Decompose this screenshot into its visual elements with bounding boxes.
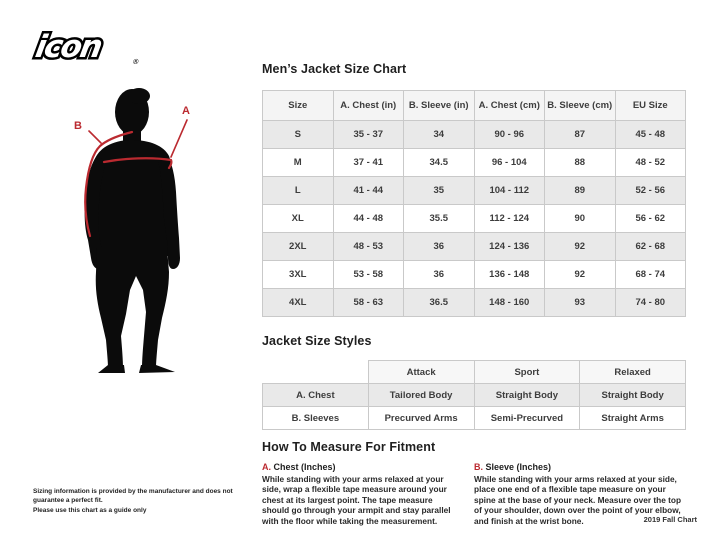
cell: 74 - 80 xyxy=(615,289,686,317)
chest-label: Chest (Inches) xyxy=(271,462,336,472)
size-row-xl xyxy=(263,205,686,233)
registered-mark: ® xyxy=(131,57,141,66)
chest-prefix: A. xyxy=(262,462,271,472)
cell: Straight Body xyxy=(474,384,580,407)
cell: 3XL xyxy=(263,261,334,289)
label-b: B xyxy=(74,120,82,132)
measurement-figure xyxy=(40,78,260,478)
cell: 90 - 96 xyxy=(474,121,545,149)
cell: 92 xyxy=(545,261,616,289)
measure-chest-heading xyxy=(262,462,460,472)
size-chart-title: Men’s Jacket Size Chart xyxy=(262,62,407,76)
cell: 136 - 148 xyxy=(474,261,545,289)
cell: 87 xyxy=(545,121,616,149)
sleeve-prefix: B. xyxy=(474,462,483,472)
size-chart-header-row xyxy=(263,91,686,121)
cell: Straight Arms xyxy=(580,407,686,430)
cell: 104 - 112 xyxy=(474,177,545,205)
a-leader-line xyxy=(171,120,187,157)
cell: 2XL xyxy=(263,233,334,261)
cell: S xyxy=(263,121,334,149)
cell: L xyxy=(263,177,334,205)
col-chest-cm: A. Chest (cm) xyxy=(474,91,545,121)
cell: 93 xyxy=(545,289,616,317)
cell: B. Sleeves xyxy=(263,407,369,430)
size-row-m xyxy=(263,149,686,177)
cell: 35.5 xyxy=(404,205,475,233)
cell: M xyxy=(263,149,334,177)
measure-sleeve-heading xyxy=(474,462,688,472)
col-eu-size: EU Size xyxy=(615,91,686,121)
style-chart-header-row xyxy=(263,361,686,384)
cell: Tailored Body xyxy=(368,384,474,407)
cell: 35 xyxy=(404,177,475,205)
cell: 92 xyxy=(545,233,616,261)
disclaimer-line-2: Please use this chart as a guide only xyxy=(33,506,147,514)
cell: 45 - 48 xyxy=(615,121,686,149)
col-sport: Sport xyxy=(474,361,580,384)
size-row-l xyxy=(263,177,686,205)
label-a: A xyxy=(182,105,190,117)
cell: 96 - 104 xyxy=(474,149,545,177)
cell: 36.5 xyxy=(404,289,475,317)
cell: Straight Body xyxy=(580,384,686,407)
cell: 41 - 44 xyxy=(333,177,404,205)
cell: A. Chest xyxy=(263,384,369,407)
cell: 35 - 37 xyxy=(333,121,404,149)
sleeve-label: Sleeve (Inches) xyxy=(483,462,552,472)
male-silhouette xyxy=(85,88,180,373)
cell: 34.5 xyxy=(404,149,475,177)
cell: 53 - 58 xyxy=(333,261,404,289)
cell: 124 - 136 xyxy=(474,233,545,261)
logo-text: icon xyxy=(32,29,104,65)
cell: Semi-Precurved xyxy=(474,407,580,430)
size-row-4xl xyxy=(263,289,686,317)
style-row-sleeves xyxy=(263,407,686,430)
style-row-chest xyxy=(263,384,686,407)
style-chart-title: Jacket Size Styles xyxy=(262,334,372,348)
col-attack: Attack xyxy=(368,361,474,384)
cell: 89 xyxy=(545,177,616,205)
size-row-3xl xyxy=(263,261,686,289)
cell: 48 - 52 xyxy=(615,149,686,177)
cell: 90 xyxy=(545,205,616,233)
icon-brand-logo xyxy=(26,24,166,68)
cell: Precurved Arms xyxy=(368,407,474,430)
col-chest-in: A. Chest (in) xyxy=(333,91,404,121)
col-relaxed: Relaxed xyxy=(580,361,686,384)
cell: 88 xyxy=(545,149,616,177)
b-leader-line xyxy=(89,131,101,143)
cell: 52 - 56 xyxy=(615,177,686,205)
cell: 48 - 53 xyxy=(333,233,404,261)
cell: 34 xyxy=(404,121,475,149)
col-sleeve-in: B. Sleeve (in) xyxy=(404,91,475,121)
cell: 148 - 160 xyxy=(474,289,545,317)
measure-sleeve-text: While standing with your arms relaxed at your side, place one end of a flexible tape measure on your spine at the base of your neck. Measure over the top of your shoulder, down over the point of your elbow, and finish at the wrist bone. xyxy=(474,474,682,526)
measure-chest-block xyxy=(262,462,460,526)
measure-chest-text: While standing with your arms relaxed at your side, wrap a flexible tape measure around your chest at its largest point. The tape measure should go through your armpit and stay parallel with the floor while taking the measurement. xyxy=(262,474,451,526)
cell: XL xyxy=(263,205,334,233)
measure-title: How To Measure For Fitment xyxy=(262,440,436,454)
cell: 112 - 124 xyxy=(474,205,545,233)
chart-version-label: 2019 Fall Chart xyxy=(643,515,697,524)
cell: 62 - 68 xyxy=(615,233,686,261)
size-row-s xyxy=(263,121,686,149)
col-sleeve-cm: B. Sleeve (cm) xyxy=(545,91,616,121)
cell: 37 - 41 xyxy=(333,149,404,177)
disclaimer-line-1: Sizing information is provided by the manufacturer and does not guarantee a perfect fit. xyxy=(33,488,233,505)
sizing-disclaimer xyxy=(33,487,257,515)
size-row-2xl xyxy=(263,233,686,261)
cell: 36 xyxy=(404,261,475,289)
cell: 4XL xyxy=(263,289,334,317)
cell: 56 - 62 xyxy=(615,205,686,233)
col-size: Size xyxy=(263,91,334,121)
cell: 68 - 74 xyxy=(615,261,686,289)
cell: 58 - 63 xyxy=(333,289,404,317)
cell: 36 xyxy=(404,233,475,261)
style-chart-table xyxy=(262,360,686,430)
blank-header-cell xyxy=(263,361,369,384)
size-chart-table xyxy=(262,90,686,317)
cell: 44 - 48 xyxy=(333,205,404,233)
